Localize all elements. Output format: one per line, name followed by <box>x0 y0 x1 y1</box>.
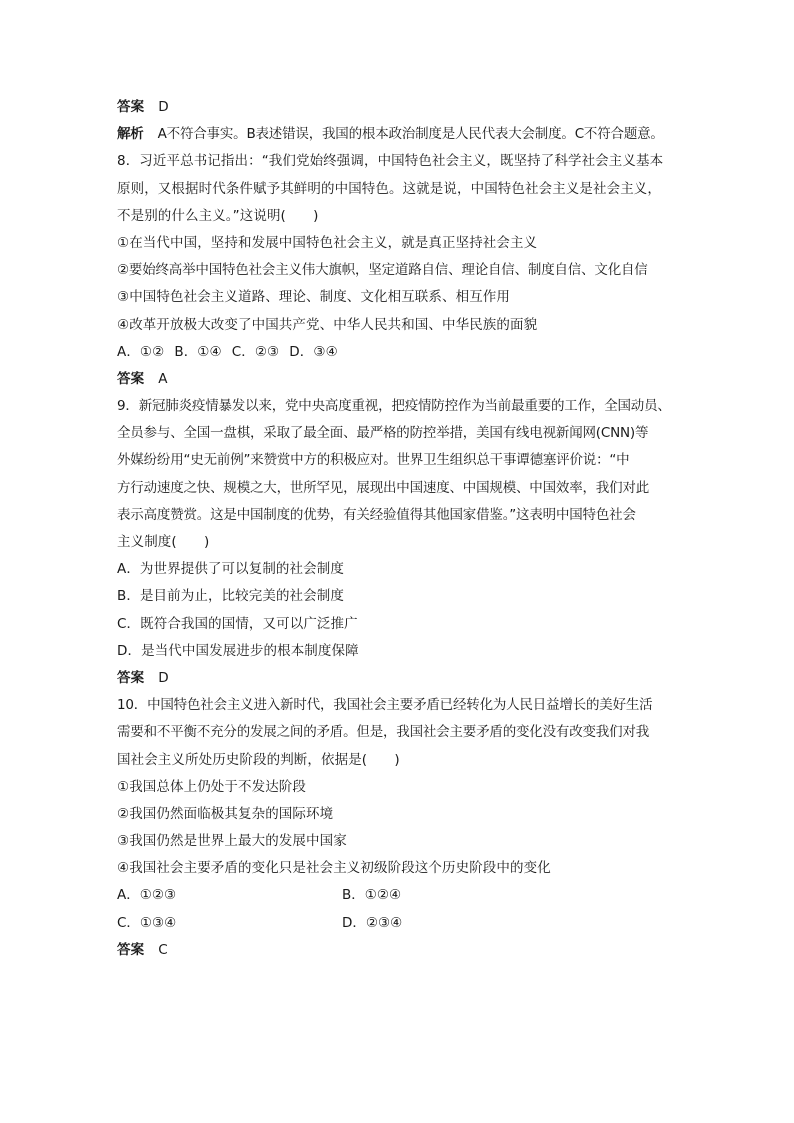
q10-option-c: C．①③④ <box>117 914 177 931</box>
q9-stem-line: 全员参与、全国一盘棋，采取了最全面、最严格的防控举措，美国有线电视新闻网(CNN)等 <box>117 425 649 442</box>
q10-item: ④我国社会主要矛盾的变化只是社会主义初级阶段这个历史阶段中的变化 <box>117 860 551 877</box>
q8-option-a: A．①② <box>117 343 165 360</box>
q8-stem-line: 8．习近平总书记指出：“我们党始终强调，中国特色社会主义，既坚持了科学社会主义基本 <box>117 153 664 170</box>
q8-item: ②要始终高举中国特色社会主义伟大旗帜，坚定道路自信、理论自信、制度自信、文化自信 <box>117 262 648 279</box>
q7-answer-value: D <box>158 99 169 115</box>
q7-answer-line <box>117 94 677 121</box>
q8-stem-line: 原则，又根据时代条件赋予其鲜明的中国特色。这就是说，中国特色社会主义是社会主义， <box>117 180 661 197</box>
analysis-label: 解析 <box>117 126 144 143</box>
q10-option-d: D．②③④ <box>342 914 403 931</box>
q10-option-b: B．①②④ <box>342 887 402 904</box>
q9-stem-line: 主义制度( ) <box>117 534 210 550</box>
q9-option-a: A．为世界提供了可以复制的社会制度 <box>117 561 344 578</box>
q10-stem-line: 需要和不平衡不充分的发展之间的矛盾。但是，我国社会主要矛盾的变化没有改变我们对我 <box>117 724 649 741</box>
q10-item: ②我国仍然面临极其复杂的国际环境 <box>117 805 334 822</box>
q10-item: ③我国仍然是世界上最大的发展中国家 <box>117 833 347 850</box>
q9-option-b: B．是目前为止，比较完美的社会制度 <box>117 588 344 605</box>
q9-answer-line <box>117 665 677 692</box>
q9-answer-value: D <box>158 669 169 686</box>
answer-label: 答案 <box>117 669 145 686</box>
q7-analysis-text: A不符合事实。B表述错误，我国的根本政治制度是人民代表大会制度。C不符合题意。 <box>157 126 664 143</box>
q10-options-row-2 <box>117 910 677 937</box>
q9-stem-line: 方行动速度之快、规模之大，世所罕见，展现出中国速度、中国规模、中国效率，我们对此 <box>117 479 649 496</box>
q7-analysis-line <box>117 121 677 148</box>
q8-stem-line: 不是别的什么主义。”这说明( ) <box>117 207 319 224</box>
q8-option-d: D．③④ <box>289 343 338 360</box>
answer-label: 答案 <box>117 99 145 115</box>
q10-item: ①我国总体上仍处于不发达阶段 <box>117 778 307 795</box>
q10-option-a: A．①②③ <box>117 887 177 904</box>
q9-stem-line: 表示高度赞赏。这是中国制度的优势，有关经验值得其他国家借鉴。”这表明中国特色社会 <box>117 506 636 523</box>
answer-label: 答案 <box>117 941 145 958</box>
q10-options-row-1 <box>117 882 677 909</box>
q9-option-c: C．既符合我国的国情，又可以广泛推广 <box>117 615 358 632</box>
q9-option-d: D．是当代中国发展进步的根本制度保障 <box>117 642 359 659</box>
q8-item: ③中国特色社会主义道路、理论、制度、文化相互联系、相互作用 <box>117 289 511 306</box>
q8-item: ④改革开放极大改变了中国共产党、中华人民共和国、中华民族的面貌 <box>117 316 538 333</box>
q9-stem-line: 外媒纷纷用“史无前例”来赞赏中方的积极应对。世界卫生组织总干事谭德塞评价说：“中 <box>117 452 630 469</box>
q8-answer-line <box>117 366 677 393</box>
document-content <box>117 94 677 964</box>
q8-option-b: B．①④ <box>174 343 222 360</box>
q10-stem-line: 国社会主义所处历史阶段的判断，依据是( ) <box>117 751 400 768</box>
q10-answer-line <box>117 937 677 964</box>
q9-stem-line: 9．新冠肺炎疫情暴发以来，党中央高度重视，把疫情防控作为当前最重要的工作，全国动员、 <box>117 398 671 415</box>
q8-option-c: C．②③ <box>231 343 280 360</box>
q10-stem-line: 10．中国特色社会主义进入新时代，我国社会主要矛盾已经转化为人民日益增长的美好生活 <box>117 697 653 714</box>
q8-answer-value: A <box>158 370 168 387</box>
q8-options <box>117 339 677 366</box>
answer-label: 答案 <box>117 370 145 387</box>
q10-answer-value: C <box>158 941 168 958</box>
q8-item: ①在当代中国，坚持和发展中国特色社会主义，就是真正坚持社会主义 <box>117 234 538 251</box>
